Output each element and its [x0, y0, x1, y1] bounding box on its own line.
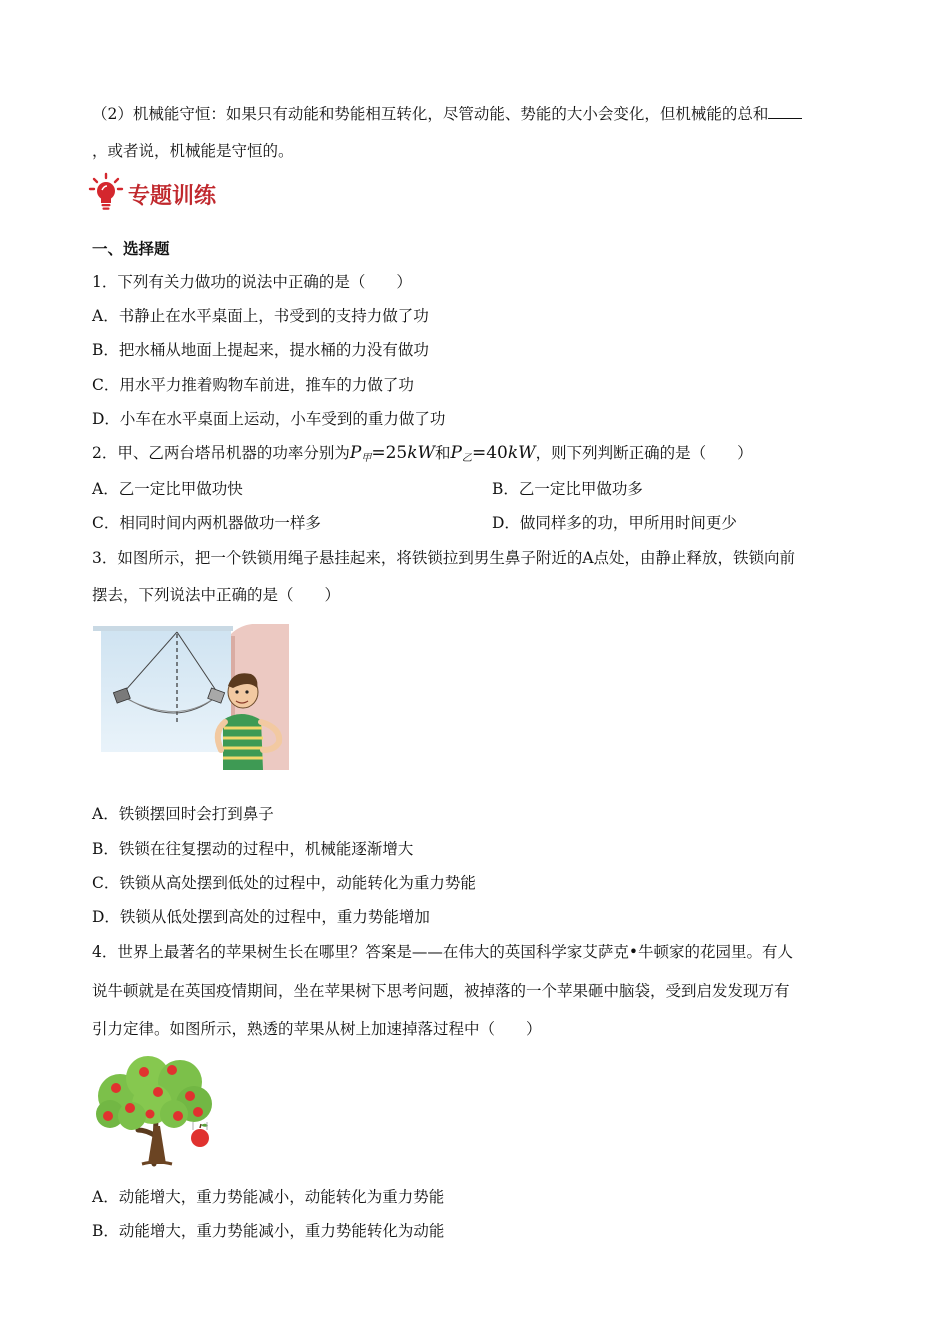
intro-text-1: （2）机械能守恒：如果只有动能和势能相互转化，尽管动能、势能的大小会变化，但机械能的总和: [92, 105, 769, 123]
section-heading: [88, 172, 216, 216]
q2-p2-value: =40: [471, 443, 508, 463]
q1-stem: 1．下列有关力做功的说法中正确的是（ ）: [92, 273, 412, 291]
q2-p1-symbol: P: [349, 443, 362, 463]
q3-stem-line-2: 摆去，下列说法中正确的是（ ）: [92, 586, 341, 604]
q2-option-d: D．做同样多的功，甲所用时间更少: [492, 514, 737, 532]
q2-option-b: B．乙一定比甲做功多: [492, 480, 643, 498]
q2-p2-sub: 乙: [461, 453, 472, 464]
q4-option-b: B．动能增大，重力势能减小，重力势能转化为动能: [92, 1222, 445, 1240]
q1-option-c: C．用水平力推着购物车前进，推车的力做了功: [92, 376, 414, 394]
fill-blank: [768, 104, 802, 119]
q3-option-b: B．铁锁在往复摆动的过程中，机械能逐渐增大: [92, 840, 414, 858]
q4-stem-line-2: 说牛顿就是在英国疫情期间，坐在苹果树下思考问题，被掉落的一个苹果砸中脑袋，受到启发发现万有: [92, 982, 790, 1000]
section-title: 一、选择题: [92, 240, 170, 258]
q2-stem-pre: 2．甲、乙两台塔吊机器的功率分别为: [92, 444, 350, 462]
q2-p2-symbol: P: [450, 443, 462, 463]
q2-stem-post: ，则下列判断正确的是（ ）: [535, 444, 753, 462]
q2-option-c: C．相同时间内两机器做功一样多: [92, 514, 321, 532]
q1-option-a: A．书静止在水平桌面上，书受到的支持力做了功: [92, 307, 429, 325]
q3-option-c: C．铁锁从高处摆到低处的过程中，动能转化为重力势能: [92, 874, 476, 892]
apple-tree-figure: [90, 1056, 224, 1172]
q2-p2-unit: kW: [507, 443, 536, 463]
intro-line-1: [92, 104, 802, 124]
q3-stem-line-1: 3．如图所示，把一个铁锁用绳子悬挂起来，将铁锁拉到男生鼻子附近的A点处，由静止释放，铁锁向前: [92, 549, 796, 567]
intro-line-2: ，或者说，机械能是守恒的。: [92, 142, 294, 160]
q4-stem-line-1: 4．世界上最著名的苹果树生长在哪里？答案是——在伟大的英国科学家艾萨克•牛顿家的花园里。有人: [92, 943, 794, 961]
lightbulb-icon: [88, 172, 124, 216]
q3-option-a: A．铁锁摆回时会打到鼻子: [92, 805, 274, 823]
q1-option-b: B．把水桶从地面上提起来，提水桶的力没有做功: [92, 341, 429, 359]
heading-title: 专题训练: [128, 183, 217, 209]
q2-option-a: A．乙一定比甲做功快: [92, 480, 243, 498]
q2-p1-value: =25: [371, 443, 408, 463]
q2-and: 和: [435, 444, 451, 462]
q2-p1-sub: 甲: [361, 453, 372, 464]
q4-stem-line-3: 引力定律。如图所示，熟透的苹果从树上加速掉落过程中（ ）: [92, 1020, 542, 1038]
q4-option-a: A．动能增大，重力势能减小，动能转化为重力势能: [92, 1188, 445, 1206]
q2-p1-unit: kW: [407, 443, 435, 463]
q1-option-d: D．小车在水平桌面上运动，小车受到的重力做了功: [92, 410, 446, 428]
q3-option-d: D．铁锁从低处摆到高处的过程中，重力势能增加: [92, 908, 430, 926]
pendulum-figure: [93, 624, 293, 774]
q2-stem: [92, 443, 753, 469]
